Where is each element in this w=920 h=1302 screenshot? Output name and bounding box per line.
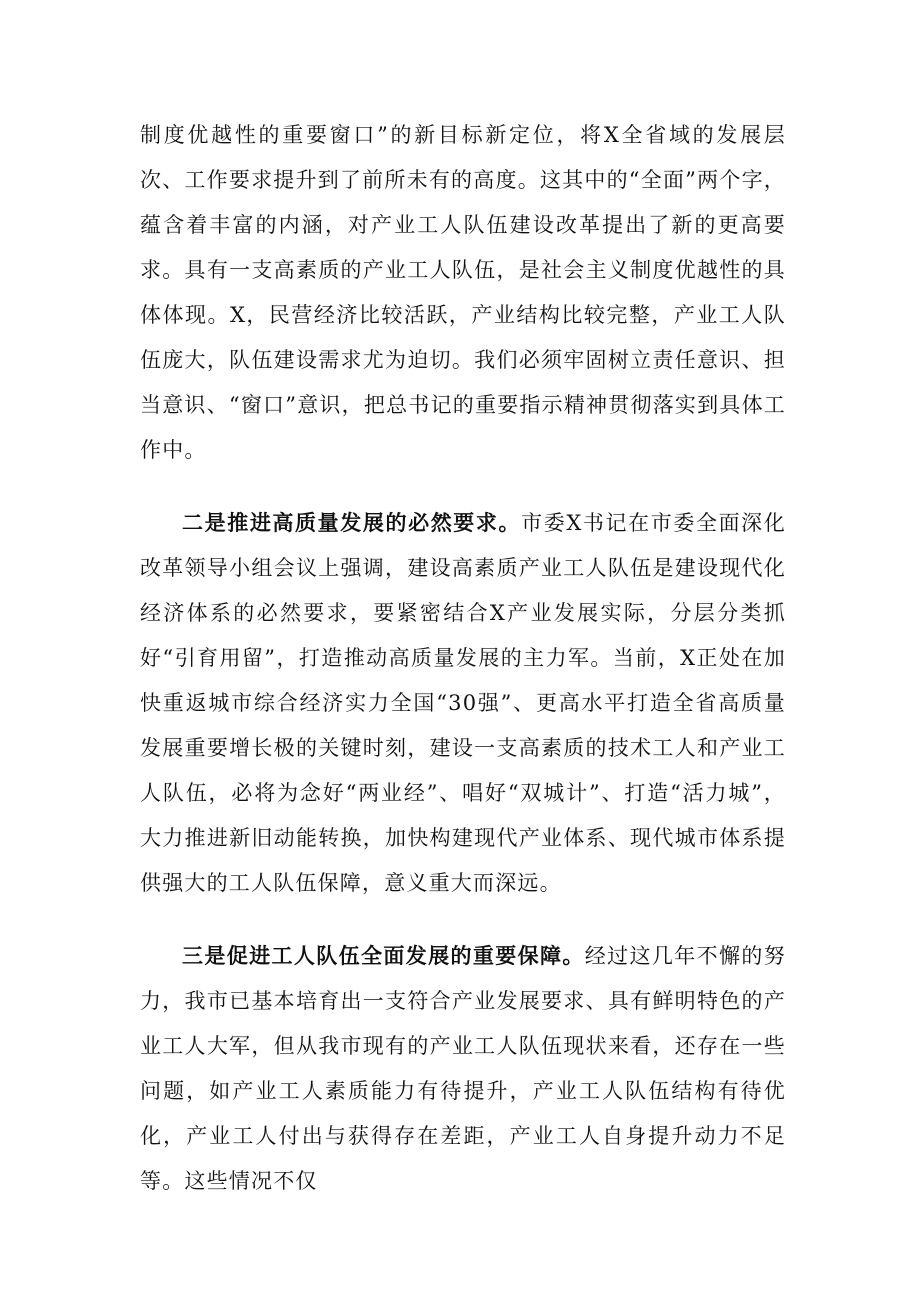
document-body xyxy=(140,113,786,1204)
paragraph-2-text: 市委X书记在市委全面深化改革领导小组会议上强调，建设高素质产业工人队伍是建设现代化经济体系的必然要求，要紧密结合X产业发展实际，分层分类抓好“引育用留”，打造推动高质量发展的主力军。当前，X正处在加快重返城市综合经济实力全国“30强”、更高水平打造全省高质量发展重要增长极的关键时刻，建设一支高素质的技术工人和产业工人队伍，必将为念好“两业经”、唱好“双城计”、打造“活力城”，大力推进新旧动能转换，加快构建现代产业体系、现代城市体系提供强大的工人队伍保障，意义重大而深远。 xyxy=(140,511,786,895)
paragraph-3-text: 经过这几年不懈的努力，我市已基本培育出一支符合产业发展要求、具有鲜明特色的产业工人大军，但从我市现有的产业工人队伍现状来看，还存在一些问题，如产业工人素质能力有待提升，产业工人队伍结构有待优化，产业工人付出与获得存在差距，产业工人自身提升动力不足等。这些情况不仅 xyxy=(140,944,786,1193)
paragraph-2-lead: 二是推进高质量发展的必然要求。 xyxy=(182,511,522,535)
paragraph-gap xyxy=(140,473,786,501)
paragraph-1-text: 制度优越性的重要窗口”的新目标新定位，将X全省域的发展层次、工作要求提升到了前所未有的高度。这其中的“全面”两个字，蕴含着丰富的内涵，对产业工人队伍建设改革提出了新的更高要求。具有一支高素质的产业工人队伍，是社会主义制度优越性的具体体现。X，民营经济比较活跃，产业结构比较完整，产业工人队伍庞大，队伍建设需求尤为迫切。我们必须牢固树立责任意识、担当意识、“窗口”意识，把总书记的重要指示精神贯彻落实到具体工作中。 xyxy=(140,123,786,462)
paragraph-second-point xyxy=(140,501,786,906)
paragraph-continuation xyxy=(140,113,786,473)
paragraph-3-lead: 三是促进工人队伍全面发展的重要保障。 xyxy=(182,944,585,968)
paragraph-gap xyxy=(140,906,786,934)
paragraph-third-point xyxy=(140,934,786,1204)
